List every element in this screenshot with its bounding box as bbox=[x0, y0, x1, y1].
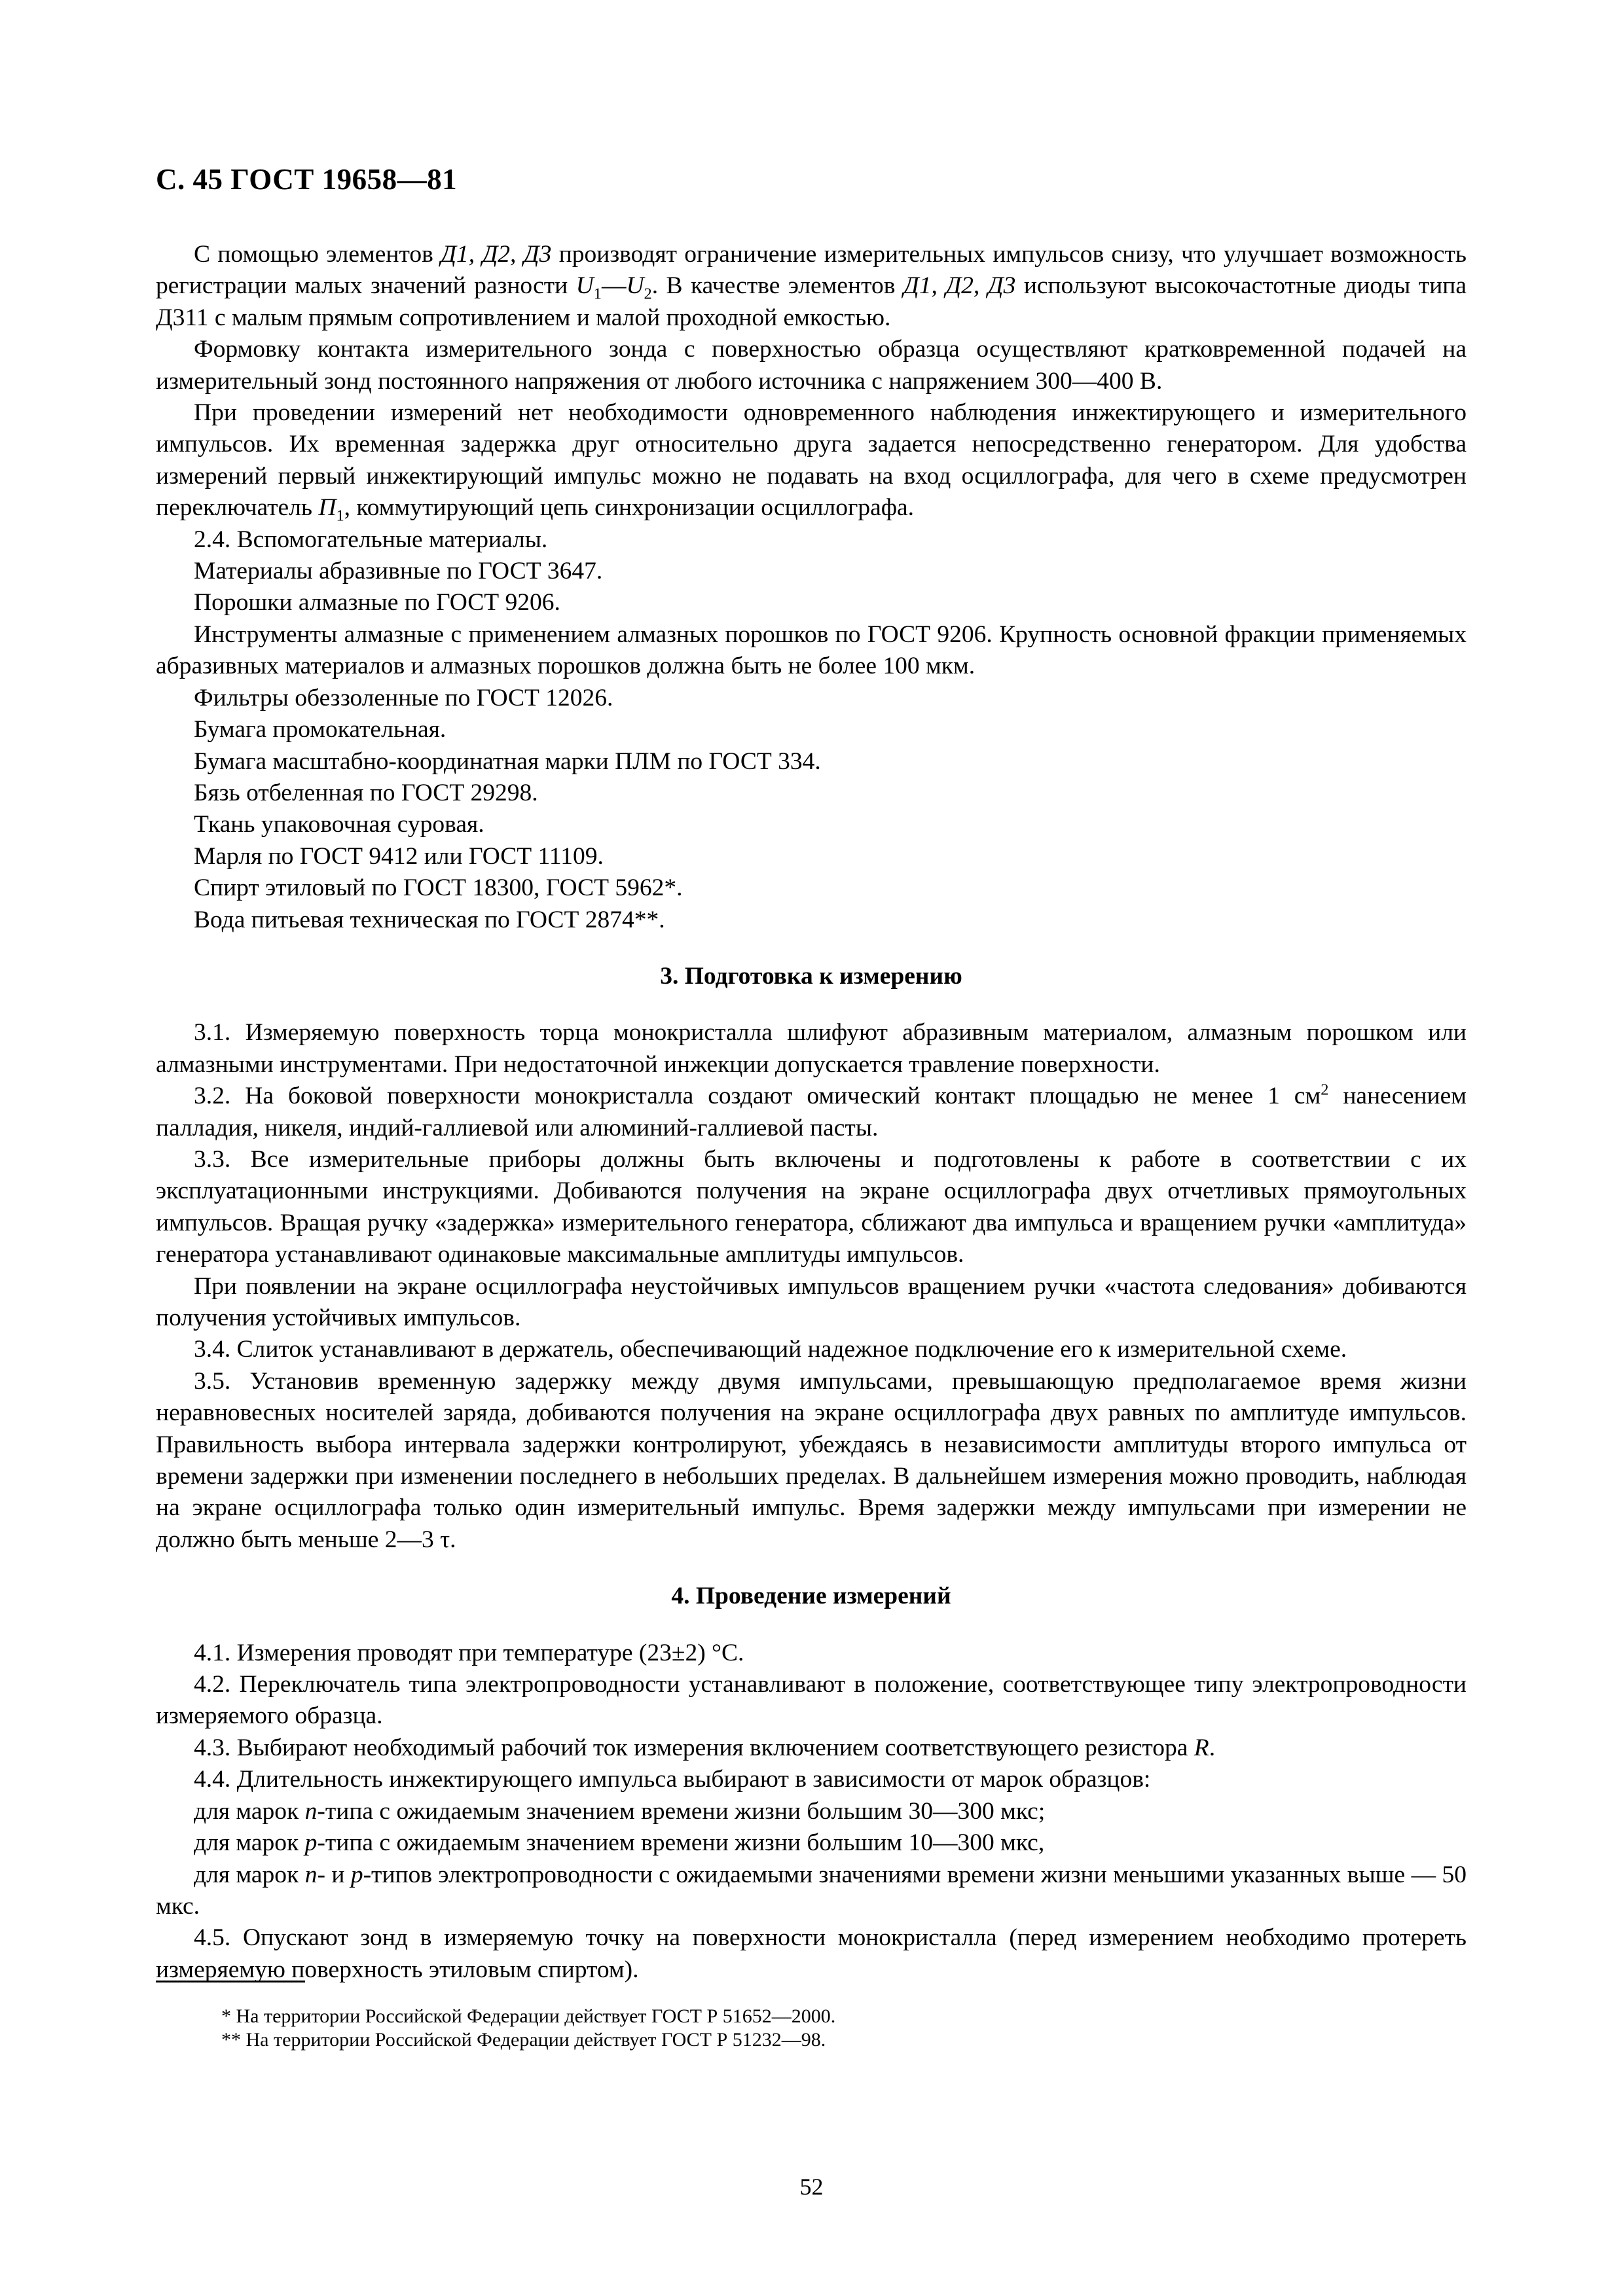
text: -типа с ожидаемым значением времени жизни большим 30—300 мкс; bbox=[317, 1797, 1046, 1825]
paragraph-4-4: 4.4. Длительность инжектирующего импульса выбирают в зависимости от марок образцов: bbox=[194, 1766, 1151, 1793]
section-heading-3: 3. Подготовка к измерению bbox=[660, 962, 962, 990]
text: для марок bbox=[194, 1829, 305, 1857]
symbol-u2: U bbox=[626, 272, 644, 300]
text: используют высокочастотные диоды типа Д311 с малым прямым сопротивлением и малой проходной емкостью. bbox=[156, 272, 1467, 331]
footnote-2: ** На территории Российской Федерации действует ГОСТ Р 51232—98. bbox=[221, 2029, 826, 2051]
text: нанесением палладия, никеля, индий-галлиевой или алюминий-галлиевой пасты. bbox=[156, 1083, 1467, 1141]
text: производят ограничение измерительных импульсов снизу, что улучшает возможность регистрации малых значений разности bbox=[156, 241, 1467, 300]
material-item: Вода питьевая техническая по ГОСТ 2874**. bbox=[194, 906, 665, 933]
text: - и bbox=[317, 1861, 351, 1888]
text: . В качестве элементов bbox=[651, 272, 903, 300]
text: n bbox=[304, 1861, 318, 1888]
subscript: 2 bbox=[644, 285, 652, 303]
material-item: Порошки алмазные по ГОСТ 9206. bbox=[194, 589, 560, 617]
material-item: Бязь отбеленная по ГОСТ 29298. bbox=[194, 779, 538, 806]
paragraph-4-4-np bbox=[156, 1859, 1467, 1923]
material-item: Ткань упаковочная суровая. bbox=[194, 811, 484, 838]
paragraph-forming: Формовку контакта измерительного зонда с поверхностью образца осуществляют кратковременной подачей на измерительный зонд постоянного напряжения от любого источника с напряжением 300—400 В. bbox=[156, 336, 1467, 395]
text: для марок bbox=[194, 1861, 305, 1888]
subscript: 1 bbox=[336, 507, 344, 525]
material-item: Материалы абразивные по ГОСТ 3647. bbox=[194, 558, 603, 585]
material-item: Фильтры обеззоленные по ГОСТ 12026. bbox=[194, 684, 613, 711]
subscript: 1 bbox=[593, 285, 602, 303]
text: n bbox=[304, 1797, 318, 1825]
superscript: 2 bbox=[1321, 1081, 1329, 1099]
footnotes bbox=[156, 2005, 1467, 2052]
text: 4.3. Выбирают необходимый рабочий ток измерения включением соответствующего резистора bbox=[194, 1734, 1194, 1761]
material-item: Марля по ГОСТ 9412 или ГОСТ 11109. bbox=[194, 842, 604, 870]
paragraph-3-3: 3.3. Все измерительные приборы должны быть включены и подготовлены к работе в соответствии с их эксплуатационными инструкциями. Добиваются получения на экране осциллографа двух отчетливых прямоугольных импульсов. Вращая ручку «задержка» измерительного генератора, сближают два импульса и вращением ручки «амплитуда» генератора устанавливают одинаковые максимальные амплитуды импульсов. bbox=[156, 1145, 1467, 1268]
material-item: Инструменты алмазные с применением алмазных порошков по ГОСТ 9206. Крупность основной фракции применяемых абразивных материалов и алмазных порошков должна быть не более 100 мкм. bbox=[156, 620, 1467, 680]
symbol-switch: П bbox=[318, 494, 337, 522]
footnote-1: * На территории Российской Федерации действует ГОСТ Р 51652—2000. bbox=[221, 2005, 836, 2027]
text: -типов электропроводности с ожидаемыми значениями времени жизни меньшими указанных выше — 50 мкс. bbox=[156, 1861, 1467, 1920]
element-names: Д1, Д2, Д3 bbox=[441, 241, 552, 268]
paragraph-4-1: 4.1. Измерения проводят при температуре (23±2) °С. bbox=[194, 1639, 744, 1666]
paragraph-3-1: 3.1. Измеряемую поверхность торца монокристалла шлифуют абразивным материалом, алмазным порошком или алмазными инструментами. При недостаточной инжекции допускается травление поверхности. bbox=[156, 1019, 1467, 1078]
paragraph-4-4-n bbox=[156, 1796, 1467, 1827]
symbol-r: R bbox=[1194, 1734, 1209, 1761]
element-names: Д1, Д2, Д3 bbox=[903, 272, 1016, 300]
text: — bbox=[601, 272, 627, 300]
material-item: Спирт этиловый по ГОСТ 18300, ГОСТ 5962*. bbox=[194, 874, 683, 902]
text: для марок bbox=[194, 1797, 305, 1825]
paragraph-4-5: 4.5. Опускают зонд в измеряемую точку на поверхности монокристалла (перед измерением необходимо протереть измеряемую поверхность этиловым спиртом). bbox=[156, 1924, 1467, 1983]
paragraph-4-4-p bbox=[156, 1827, 1467, 1859]
material-item: Бумага промокательная. bbox=[194, 716, 447, 744]
text: p bbox=[350, 1861, 363, 1888]
section-2-4: 2.4. Вспомогательные материалы. bbox=[194, 526, 548, 553]
text: . bbox=[1209, 1734, 1216, 1761]
paragraph-3-3-cont: При появлении на экране осциллографа неустойчивых импульсов вращением ручки «частота следования» добиваются получения устойчивых импульсов. bbox=[156, 1272, 1467, 1331]
document-body bbox=[156, 239, 1467, 1986]
paragraph-3-4: 3.4. Слиток устанавливают в держатель, обеспечивающий надежное подключение его к измерительной схеме. bbox=[194, 1336, 1347, 1363]
section-heading-4: 4. Проведение измерений bbox=[671, 1583, 951, 1610]
paragraph-3-2 bbox=[156, 1081, 1467, 1144]
symbol-u1: U bbox=[575, 272, 594, 300]
paragraph-4-2: 4.2. Переключатель типа электропроводности устанавливают в положение, соответствующее типу электропроводности измеряемого образца. bbox=[156, 1671, 1467, 1730]
text: С помощью элементов bbox=[194, 241, 441, 268]
text: -типа с ожидаемым значением времени жизни большим 10—300 мкс, bbox=[317, 1829, 1045, 1857]
text: 3.2. На боковой поверхности монокристалла создают омический контакт площадью не менее 1 см bbox=[194, 1083, 1321, 1110]
page-header: С. 45 ГОСТ 19658—81 bbox=[156, 163, 458, 196]
paragraph-3-5: 3.5. Установив временную задержку между двумя импульсами, превышающую предполагаемое время жизни неравновесных носителей заряда, добиваются получения на экране осциллографа двух равных по амплитуде импульсов. Правильность выбора интервала задержки контролируют, убеждаясь в независимости амплитуды второго импульса от времени задержки при изменении последнего в небольших пределах. В дальнейшем измерения можно проводить, наблюдая на экране осциллографа только один измерительный импульс. Время задержки между импульсами при измерении не должно быть меньше 2—3 τ. bbox=[156, 1367, 1467, 1553]
page-number: 52 bbox=[799, 2174, 824, 2200]
paragraph-4-3 bbox=[156, 1732, 1467, 1764]
text: p bbox=[304, 1829, 318, 1857]
paragraph-diodes bbox=[156, 239, 1467, 334]
text: , коммутирующий цепь синхронизации осциллографа. bbox=[344, 494, 915, 522]
text: При проведении измерений нет необходимости одновременного наблюдения инжектирующего и измерительного импульсов. Их временная задержка друг относительно друга задается непосредственно генератором. Для удобства измерений первый инжектирующий импульс можно не подавать на вход осциллографа, для чего в схеме предусмотрен переключатель bbox=[156, 399, 1467, 522]
paragraph-measurement-note bbox=[156, 397, 1467, 524]
footnote-divider bbox=[156, 1981, 305, 1982]
material-item: Бумага масштабно-координатная марки ПЛМ по ГОСТ 334. bbox=[194, 747, 821, 775]
